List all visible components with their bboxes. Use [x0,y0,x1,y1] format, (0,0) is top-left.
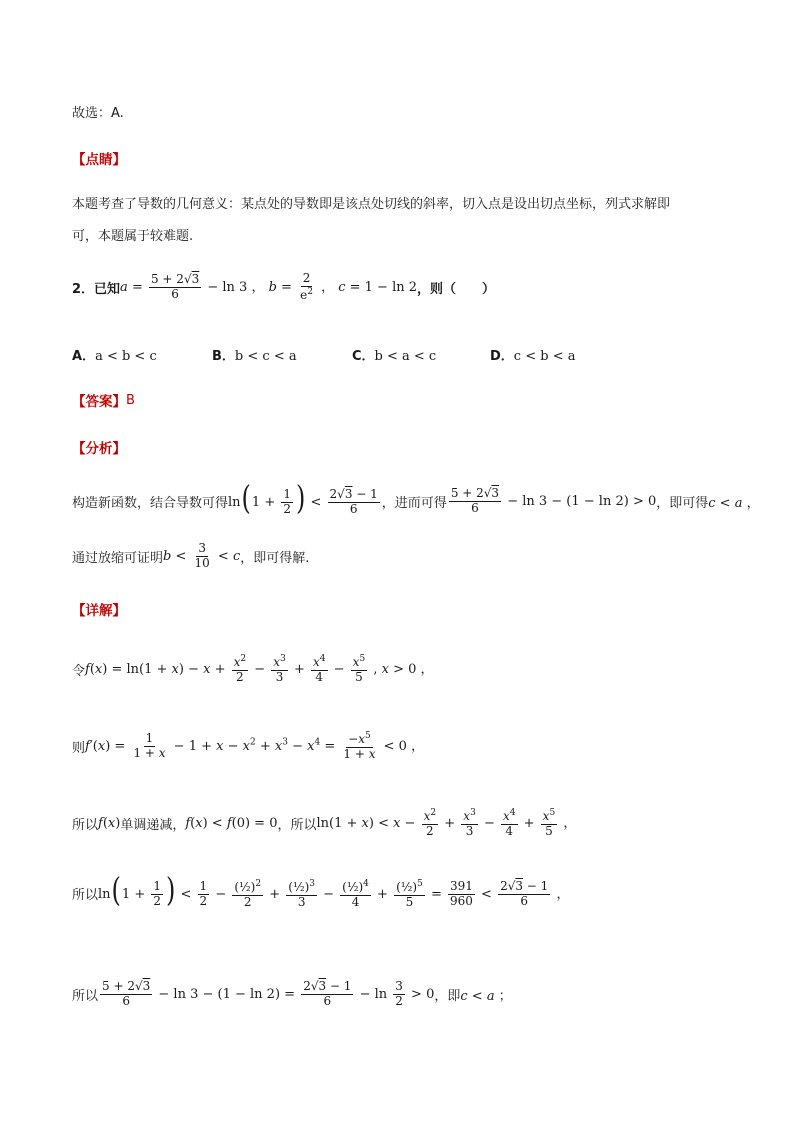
answer-line [72,390,135,410]
formula-f-prime: f′(x) = $\frac{1}{1 + x}$ − $1 + x - x^2 + x^3 - x^4$ = $\frac{-x^5}{1 + x}$ < 0 ， [85,731,425,761]
question-2-prefix: 2．已知 [72,281,121,297]
fenxi-line-1: 构造新函数，结合导数可得 ln(1 + $\frac{1}{2}$ ) < $\frac{2√3 - 1}{6}$ ，进而可得 $\frac{5 + 2√3}{6}$ − ln 3 − (1 − ln 2) > 0 ，即可得 c < a ， [72,479,760,517]
xiangjie-line-2: 则 f′(x) = $\frac{1}{1 + x}$ − $1 + x - x^2 + x^3 - x^4$ = $\frac{-x^5}{1 + x}$ < 0 ， [72,731,425,761]
fenxi-header: 【分析】 [72,441,126,457]
xiangjie-line-3: 所以 f(x) 单调递减， f(x) < f(0) = 0 ，所以 ln(1 + x) < x − $\frac{x^2}{2}$ + $\frac{x^3}{3}$ − $\frac{x^4}{4}$ + $\frac{x^5}{5}$ ， [72,808,577,838]
xiangjie-line-1: 令 f(x) = ln(1 + x) − x + $\frac{x^2}{2}$ − $\frac{x^3}{3}$ + $\frac{x^4}{4}$ − $\frac{x^5}{5}$ , x > 0 ， [72,654,434,684]
dianjing-text-1: 本题考查了导数的几何意义：某点处的导数即是该点处切线的斜率，切入点是设出切点坐标，列式求解即 [72,197,671,212]
xiangjie-header: 【详解】 [72,603,126,619]
q2-formula-a: a = $\frac{5 + 2√3}{6}$ − ln 3 ， b = $\frac{2}{e^2}$ ， c = 1 − ln 2 [120,271,418,302]
question-2-suffix: ，则（ ） [417,281,496,297]
question-2-line [72,272,495,303]
dianjing-header: 【点睛】 [72,152,126,168]
option-b[interactable]: B．b < c < a [212,349,297,364]
options-row [72,345,575,364]
option-d[interactable]: D．c < b < a [490,349,576,364]
formula-c-lt-a: $\frac{5 + 2√3}{6}$ − ln 3 − (1 − ln 2) = $\frac{2√3 - 1}{6}$ − ln $\frac{3}{2}$ > 0 [102,979,435,1008]
guxuan-line [72,102,124,121]
formula-ln-numeric: ln(1 + $\frac{1}{2}$ ) < $\frac{1}{2}$ − $\frac{(\frac{1}{2})^2}{2}$ + $\frac{(\frac{1}{2})^3}{3}$ − $\frac{(\frac{1}{2})^4}{4}$ + $\frac{(\frac{1}{2})^5}{5}$ = $\frac{391}{960}$ < $\frac{2√3 - 1}{6}$ ， [98,871,570,909]
answer-value: B [126,392,135,408]
option-c[interactable]: C．b < a < c [352,349,437,364]
formula-f-def: f(x) = ln(1 + x) − x + $\frac{x^2}{2}$ − $\frac{x^3}{3}$ + $\frac{x^4}{4}$ − $\frac{x^5}{5}$ , x > 0 ， [85,654,434,684]
guxuan-text: 故选：A. [72,106,124,121]
fenxi-formula-2: $\frac{5 + 2√3}{6}$ − ln 3 − (1 − ln 2) > 0 [450,486,657,515]
fenxi-formula-3: b < $\frac{3}{10}$ < c [163,541,241,570]
answer-header: 【答案】 [72,394,126,410]
formula-ln-bound: ln(1 + x) < x − $\frac{x^2}{2}$ + $\frac{x^3}{3}$ − $\frac{x^4}{4}$ + $\frac{x^5}{5}$ ， [316,808,577,838]
xiangjie-line-4: 所以 ln(1 + $\frac{1}{2}$ ) < $\frac{1}{2}$ − $\frac{(\frac{1}{2})^2}{2}$ + $\frac{(\frac{1}{2})^3}{3}$ − $\frac{(\frac{1}{2})^4}{4}$ + $\frac{(\frac{1}{2})^5}{5}$ = $\frac{391}{960}$ < $\frac{2√3 - 1}{6}$ ， [72,871,570,909]
fenxi-line-2: 通过放缩可证明 b < $\frac{3}{10}$ < c ，即可得解. [72,541,310,570]
option-a[interactable]: A．a < b < c [72,349,157,364]
fenxi-formula-1: ln(1 + $\frac{1}{2}$ ) < $\frac{2√3 - 1}{6}$ [228,479,378,517]
xiangjie-line-5: 所以 $\frac{5 + 2√3}{6}$ − ln 3 − (1 − ln 2) = $\frac{2√3 - 1}{6}$ − ln $\frac{3}{2}$ > 0 ，即 c < a ； [72,979,512,1008]
dianjing-text-2: 可，本题属于较难题. [72,229,194,244]
